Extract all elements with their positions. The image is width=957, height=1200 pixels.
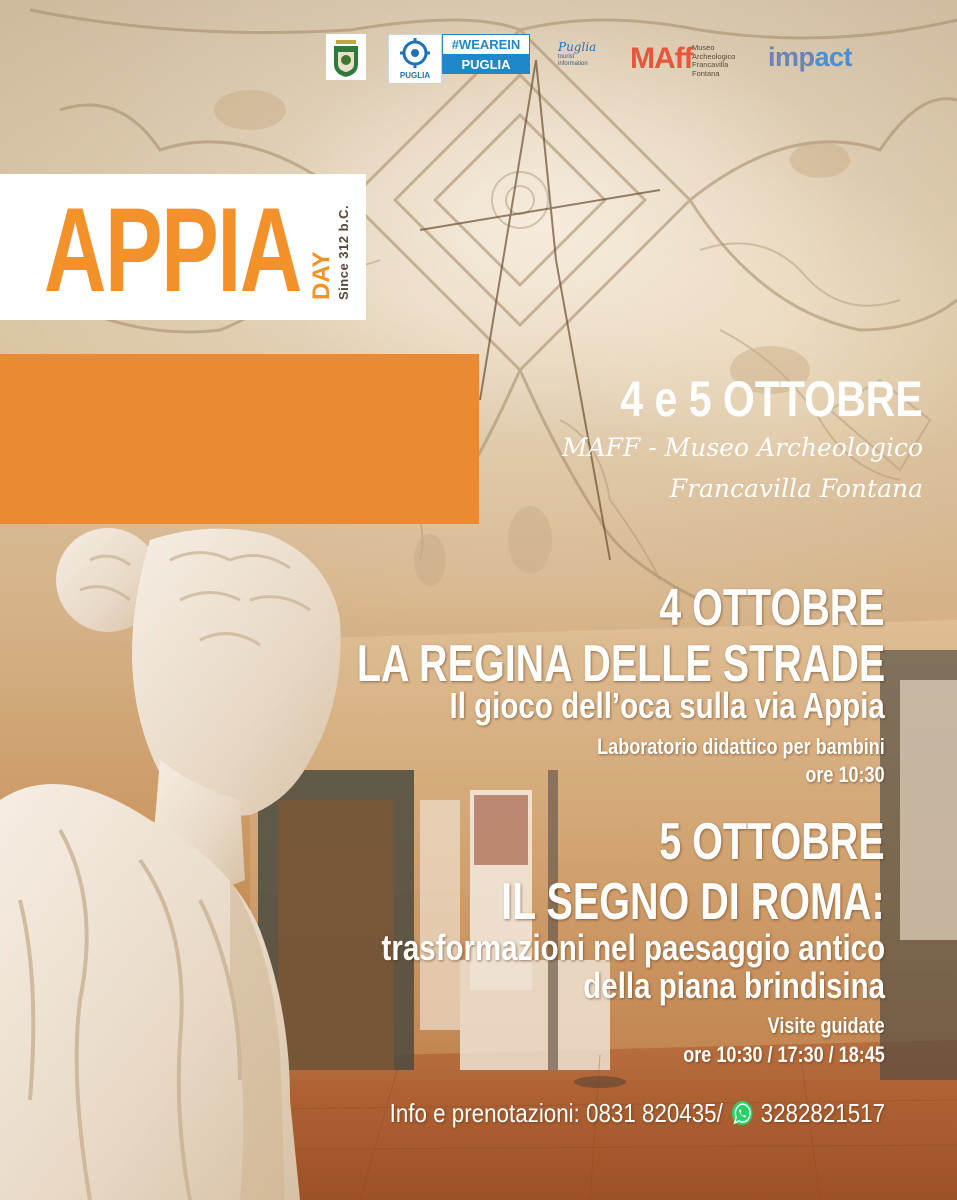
francavilla-crest-icon — [326, 34, 366, 80]
event-title: APPIA — [44, 183, 301, 317]
event1-subtitle: Il gioco dell’oca sulla via Appia — [449, 685, 885, 726]
maff-subtext-line2: Archeologico — [692, 51, 736, 61]
puglia-gear-icon — [389, 35, 441, 71]
maff-mark — [630, 42, 693, 76]
event1-time: ore 10:30 — [805, 762, 885, 787]
puglia-logo — [388, 34, 442, 84]
whatsapp-number: 3282821517 — [760, 1098, 885, 1128]
tourist-information-logo — [558, 40, 598, 80]
event2-date: 5 OTTOBRE — [659, 813, 885, 871]
sponsor-logos — [320, 30, 900, 90]
maff-subtext-line3: Francavilla — [692, 60, 729, 69]
venue-line2: Francavilla Fontana — [669, 474, 923, 503]
event2-activity: Visite guidate — [768, 1013, 885, 1038]
date-panel — [0, 354, 479, 524]
event1-title: LA REGINA DELLE STRADE — [356, 635, 885, 693]
event2-time: ore 10:30 / 17:30 / 18:45 — [683, 1042, 885, 1067]
event2-subtitle-line1: trasformazioni nel paesaggio antico — [381, 927, 885, 968]
maff-mark-text: MAff — [630, 42, 693, 75]
event2-title: IL SEGNO DI ROMA: — [501, 873, 885, 931]
event1-activity: Laboratorio didattico per bambini — [597, 734, 885, 759]
maff-subtext-line1: Museo — [692, 43, 715, 52]
whatsapp-icon — [731, 1100, 753, 1126]
contact-info — [390, 1096, 885, 1130]
title-day: DAY — [308, 251, 335, 300]
title-sidebar — [308, 180, 364, 300]
event2-subtitle-line2: della piana brindisina — [583, 965, 885, 1006]
impact-logo — [768, 42, 888, 72]
venue-line1: MAFF - Museo Archeologico — [561, 433, 923, 462]
puglia-logo-label: PUGLIA — [399, 71, 431, 80]
tourist-text: tourist information — [558, 54, 588, 67]
tourist-script: Puglia — [558, 40, 597, 54]
weareinpuglia-line1: #WEAREIN — [442, 34, 530, 55]
contact-info-label: Info e prenotazioni: 0831 820435/ — [389, 1098, 723, 1128]
maff-logo — [630, 40, 750, 80]
weareinpuglia-line2: PUGLIA — [442, 55, 530, 74]
impact-logo-part2: act — [814, 42, 853, 72]
maff-subtext-line4: Fontana — [692, 68, 720, 78]
weareinpuglia-logo — [442, 34, 528, 74]
maff-subtext — [692, 44, 735, 78]
impact-logo-part1: imp — [768, 42, 815, 72]
event1-date: 4 OTTOBRE — [659, 579, 885, 637]
event-dates: 4 e 5 OTTOBRE — [620, 371, 923, 427]
title-since: Since 312 b.C. — [336, 204, 351, 300]
